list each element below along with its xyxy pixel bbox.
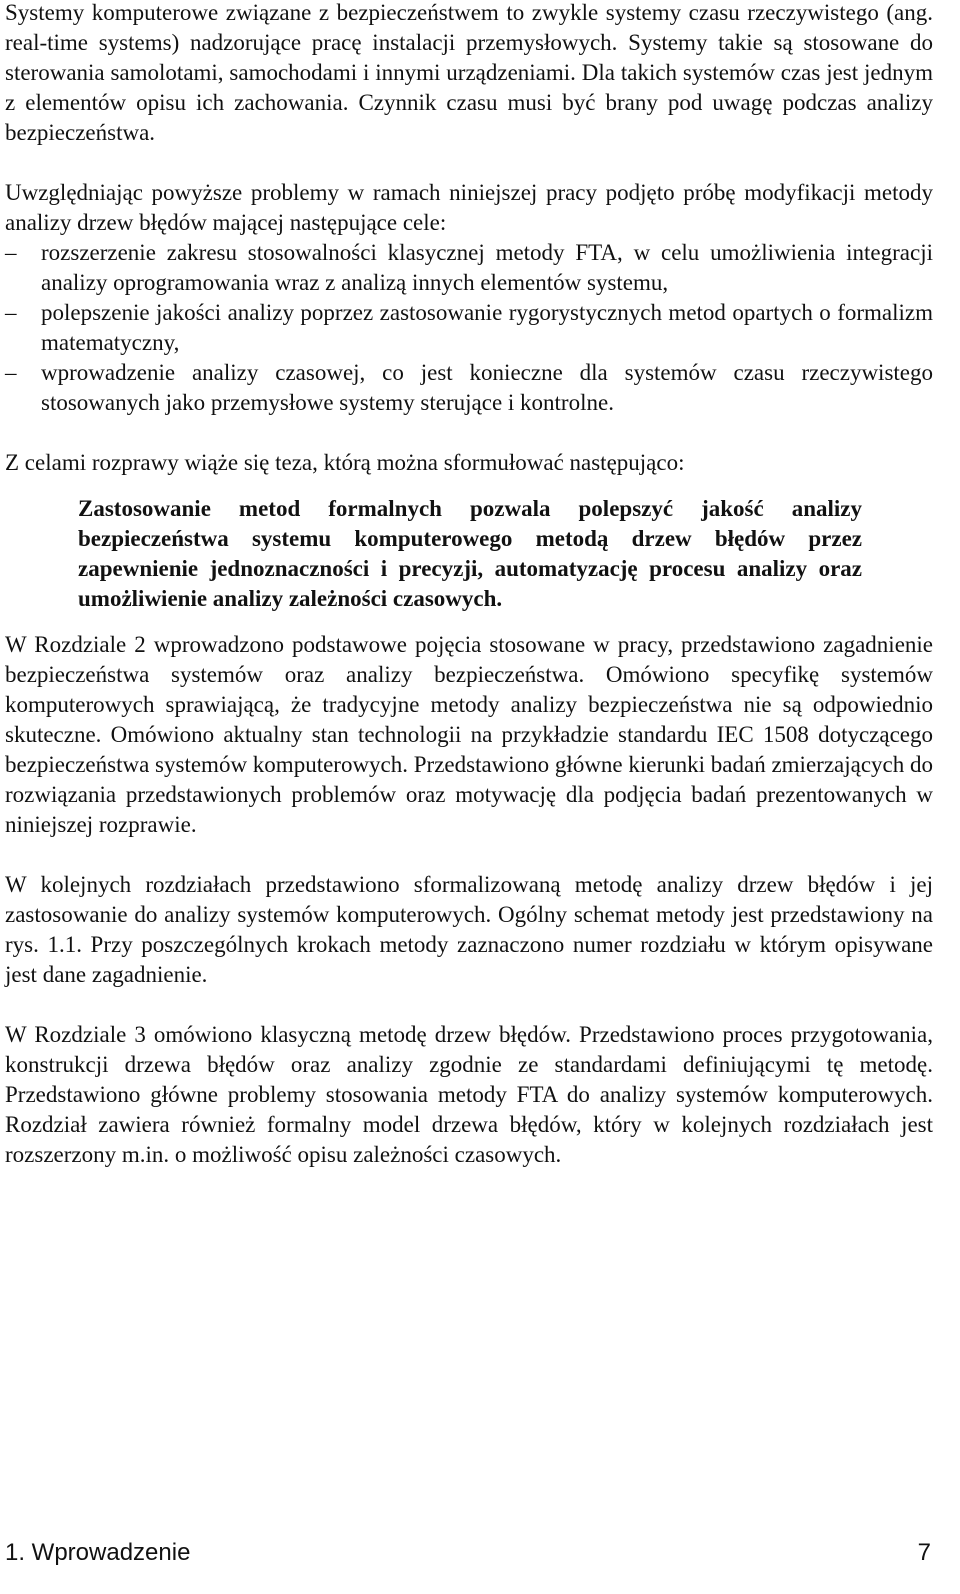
paragraph-gap <box>5 840 933 870</box>
footer-rule <box>5 1529 931 1530</box>
document-page <box>5 0 933 1170</box>
list-item-text: rozszerzenie zakresu stosowalności klasycznej metody FTA, w celu umożliwienia integracji analizy oprogramowania wraz z analizą innych elementów systemu, <box>41 240 933 295</box>
paragraph-chapter-2: W Rozdziale 2 wprowadzono podstawowe pojęcia stosowane w pracy, przedstawiono zagadnienie bezpieczeństwa systemów oraz analizy bezpieczeństwa. Omówiono specyfikę systemów komputerowych sprawiającą, że tradycyjne metody analizy bezpieczeństwa nie są odpowiednio skuteczne. Omówiono aktualny stan technologii na przykładzie standardu IEC 1508 dotyczącego bezpieczeństwa systemów komputerowych. Przedstawiono główne kierunki badań zmierzających do rozwiązania przedstawionych problemów oraz motywację dla podjęcia badań prezentowanych w niniejszej rozprawie. <box>5 632 933 837</box>
list-item <box>5 298 933 358</box>
paragraph-chapter-3: W Rozdziale 3 omówiono klasyczną metodę drzew błędów. Przedstawiono proces przygotowania, konstrukcji drzewa błędów oraz analizy zgodnie ze standardami definiującymi tę metodę. Przedstawiono główne problemy stosowania metody FTA do analizy systemów komputerowych. Rozdział zawiera również formalny model drzewa błędów, który w kolejnych rozdziałach jest rozszerzony m.in. o możliwość opisu zależności czasowych. <box>5 1022 933 1167</box>
list-item-text: wprowadzenie analizy czasowej, co jest konieczne dla systemów czasu rzeczywistego stosowanych jako przemysłowe systemy sterujące i kontrolne. <box>41 360 933 415</box>
paragraph-thesis-intro: Z celami rozprawy wiąże się teza, którą można sformułować następująco: <box>5 450 685 475</box>
paragraph-gap <box>5 148 933 178</box>
footer-page-number: 7 <box>917 1539 931 1566</box>
paragraph-gap <box>5 418 933 448</box>
paragraph-goals-intro: Uwzględniając powyższe problemy w ramach niniejszej pracy podjęto próbę modyfikacji metody analizy drzew błędów mającej następujące cele: <box>5 180 933 235</box>
dash-bullet: – <box>5 240 17 265</box>
paragraph-gap <box>5 990 933 1020</box>
paragraph-method-overview: W kolejnych rozdziałach przedstawiono sformalizowaną metodę analizy drzew błędów i jej zastosowanie do analizy systemów komputerowych. Ogólny schemat metody jest przedstawiony na rys. 1.1. Przy poszczególnych krokach metody zaznaczono numer rozdziału w którym opisywane jest dane zagadnienie. <box>5 872 933 987</box>
list-item <box>5 358 933 418</box>
list-item <box>5 238 933 298</box>
footer-chapter-title: 1. Wprowadzenie <box>5 1539 191 1566</box>
dash-bullet: – <box>5 360 17 385</box>
goals-list <box>5 238 933 418</box>
thesis-statement: Zastosowanie metod formalnych pozwala polepszyć jakość analizy bezpieczeństwa systemu komputerowego metodą drzew błędów przez zapewnienie jednoznaczności i precyzji, automatyzację procesu analizy oraz umożliwienie analizy zależności czasowych. <box>78 496 862 611</box>
dash-bullet: – <box>5 300 17 325</box>
page-footer <box>5 1538 931 1568</box>
paragraph-intro: Systemy komputerowe związane z bezpieczeństwem to zwykle systemy czasu rzeczywistego (ang. real-time systems) nadzorujące pracę instalacji przemysłowych. Systemy takie są stosowane do sterowania samolotami, samochodami i innymi urządzeniami. Dla takich systemów czas jest jednym z elementów opisu ich zachowania. Czynnik czasu musi być brany pod uwagę podczas analizy bezpieczeństwa. <box>5 0 933 145</box>
list-item-text: polepszenie jakości analizy poprzez zastosowanie rygorystycznych metod opartych o formalizm matematyczny, <box>41 300 933 355</box>
